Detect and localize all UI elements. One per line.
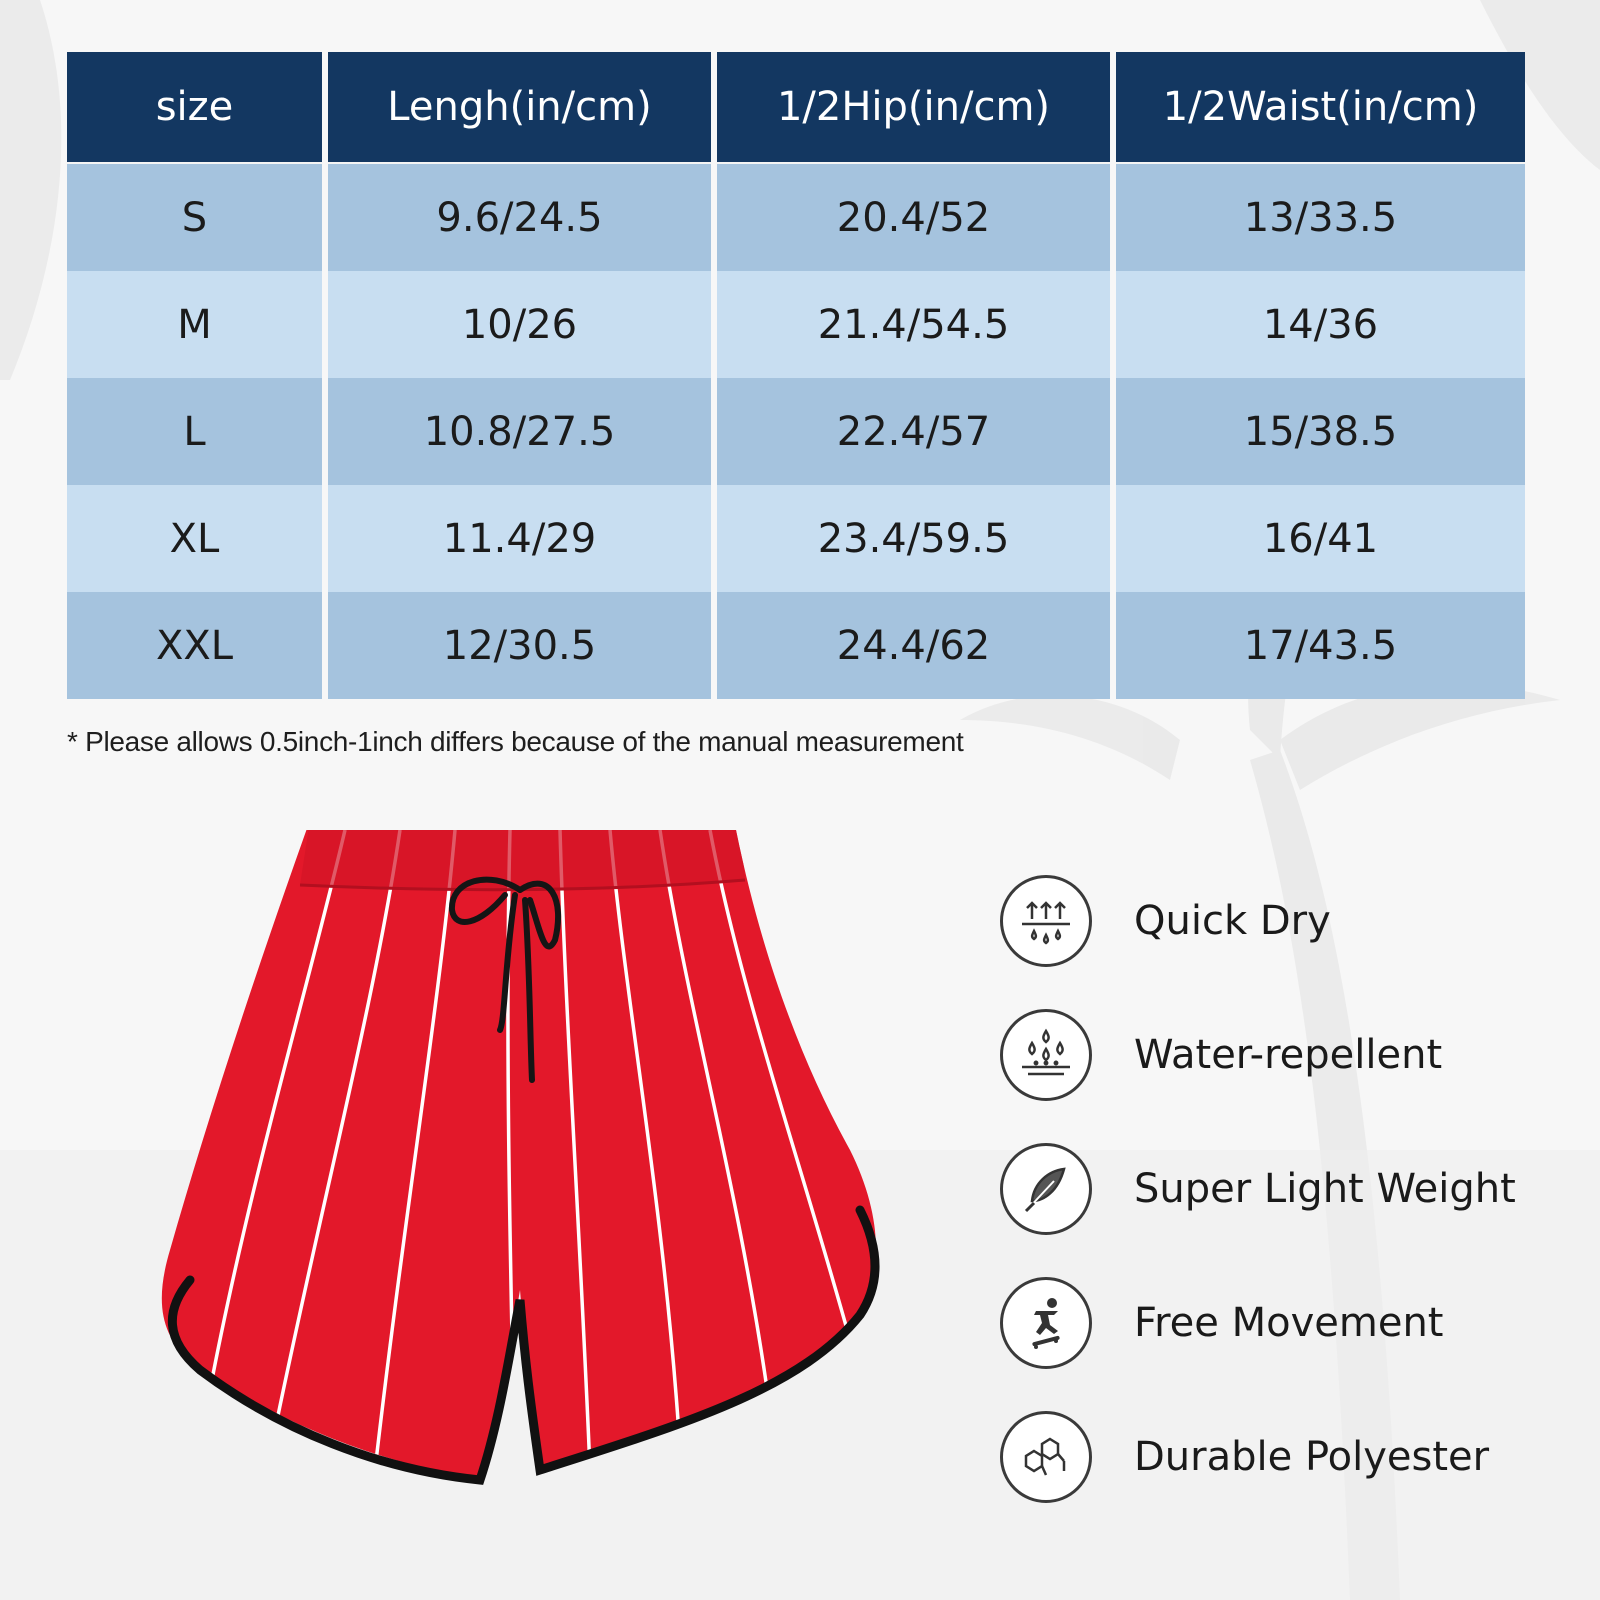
cell-half-waist: 16/41: [1116, 485, 1525, 592]
cell-half-waist: 15/38.5: [1116, 378, 1525, 485]
feature-light-weight: [1000, 1143, 1580, 1235]
table-row: [67, 164, 1525, 271]
cell-size: XXL: [67, 592, 322, 699]
cell-half-waist: 14/36: [1116, 271, 1525, 378]
cell-half-hip: 22.4/57: [717, 378, 1110, 485]
feature-water-repellent: [1000, 1009, 1580, 1101]
table-row: [67, 592, 1525, 699]
feature-label: Quick Dry: [1134, 898, 1331, 944]
cell-half-hip: 21.4/54.5: [717, 271, 1110, 378]
shorts-illustration: [160, 830, 900, 1530]
measurement-note: * Please allows 0.5inch-1inch differs because of the manual measurement: [67, 726, 964, 757]
feature-label: Water-repellent: [1134, 1032, 1443, 1078]
header-half-waist: 1/2Waist(in/cm): [1116, 52, 1525, 164]
feature-label: Durable Polyester: [1134, 1434, 1490, 1480]
table-row: [67, 271, 1525, 378]
header-size: size: [67, 52, 322, 164]
feature-label: Free Movement: [1134, 1300, 1444, 1346]
cell-half-waist: 13/33.5: [1116, 164, 1525, 271]
cell-half-hip: 20.4/52: [717, 164, 1110, 271]
table-row: [67, 378, 1525, 485]
size-chart-table: [61, 52, 1531, 699]
cell-length: 11.4/29: [328, 485, 711, 592]
cell-length: 9.6/24.5: [328, 164, 711, 271]
feature-label: Super Light Weight: [1134, 1166, 1516, 1212]
cell-size: M: [67, 271, 322, 378]
header-length: Lengh(in/cm): [328, 52, 711, 164]
table-row: [67, 485, 1525, 592]
cell-size: XL: [67, 485, 322, 592]
cell-length: 12/30.5: [328, 592, 711, 699]
header-half-hip: 1/2Hip(in/cm): [717, 52, 1110, 164]
feather-icon: [1000, 1143, 1092, 1235]
cell-half-waist: 17/43.5: [1116, 592, 1525, 699]
quick-dry-icon: [1000, 875, 1092, 967]
table-header-row: [67, 52, 1525, 164]
hexagon-molecule-icon: [1000, 1411, 1092, 1503]
skateboarder-icon: [1000, 1277, 1092, 1369]
water-repellent-icon: [1000, 1009, 1092, 1101]
cell-size: S: [67, 164, 322, 271]
cell-half-hip: 24.4/62: [717, 592, 1110, 699]
cell-half-hip: 23.4/59.5: [717, 485, 1110, 592]
feature-quick-dry: [1000, 875, 1580, 967]
cell-length: 10.8/27.5: [328, 378, 711, 485]
cell-length: 10/26: [328, 271, 711, 378]
feature-free-movement: [1000, 1277, 1580, 1369]
cell-size: L: [67, 378, 322, 485]
feature-durable-polyester: [1000, 1411, 1580, 1503]
